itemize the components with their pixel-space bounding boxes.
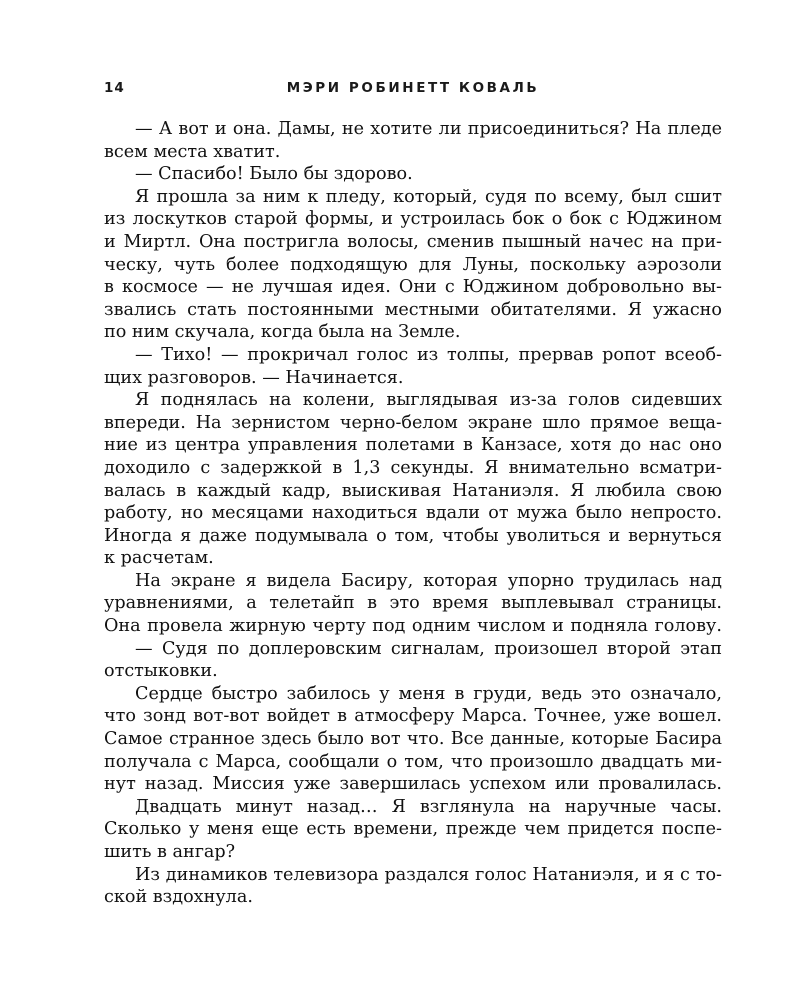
- text-line: и Миртл. Она постригла волосы, сменив пышный начес на при-: [104, 231, 722, 252]
- text-line: ческу, чуть более подходящую для Луны, поскольку аэрозоли: [104, 254, 722, 275]
- text-line: Сердце быстро забилось у меня в груди, ведь это означало,: [135, 683, 722, 704]
- text-line: Самое странное здесь было вот что. Все данные, которые Басира: [104, 729, 722, 750]
- body-text: [104, 118, 722, 909]
- text-line: Я поднялась на колени, выглядывая из-за голов сидевших: [135, 390, 722, 411]
- text-line: Я прошла за ним к пледу, который, судя по всему, был сшит: [135, 186, 722, 207]
- text-line: уравнениями, а телетайп в это время выплевывал страницы.: [104, 593, 722, 614]
- text-line: Из динамиков телевизора раздался голос Натаниэля, и я с то-: [135, 864, 722, 885]
- text-line: получала с Марса, сообщали о том, что произошло двадцать ми-: [104, 751, 722, 772]
- text-line: доходило с задержкой в 1,3 секунды. Я внимательно всматри-: [104, 457, 722, 478]
- text-line: работу, но месяцами находиться вдали от мужа было непросто.: [104, 503, 722, 524]
- text-line: валась в каждый кадр, выискивая Натаниэля. Я любила свою: [104, 480, 722, 501]
- running-title: МЭРИ РОБИНЕТТ КОВАЛЬ: [286, 80, 540, 96]
- text-line: Сколько у меня еще есть времени, прежде чем придется поспе-: [104, 819, 722, 840]
- text-line: щих разговоров. — Начинается.: [104, 367, 404, 388]
- text-line: — Спасибо! Было бы здорово.: [135, 164, 413, 185]
- text-line: нут назад. Миссия уже завершилась успехом или провалилась.: [104, 774, 722, 795]
- text-line: шить в ангар?: [104, 842, 236, 862]
- text-line: что зонд вот-вот войдет в атмосферу Марса. Точнее, уже вошел.: [104, 706, 722, 727]
- text-line: Двадцать минут назад… Я взглянула на наручные часы.: [135, 796, 722, 817]
- text-line: впереди. На зернистом черно-белом экране шло прямое веща-: [104, 412, 722, 433]
- text-line: по ним скучала, когда была на Земле.: [104, 322, 461, 343]
- text-line: — Тихо! — прокричал голос из толпы, прервав ропот всеоб-: [135, 344, 722, 365]
- text-line: ние из центра управления полетами в Канзасе, хотя до нас оно: [104, 435, 722, 456]
- text-line: — А вот и она. Дамы, не хотите ли присоединиться? На пледе: [135, 119, 722, 139]
- text-line: из лоскутков старой формы, и устроилась бок о бок с Юджином: [104, 209, 722, 230]
- text-line: Иногда я даже подумывала о том, чтобы уволиться и вернуться: [104, 525, 722, 546]
- text-line: всем места хватит.: [104, 141, 281, 162]
- text-line: отстыковки.: [104, 661, 218, 682]
- text-line: На экране я видела Басиру, которая упорно трудилась над: [135, 570, 722, 591]
- text-line: в космосе — не лучшая идея. Они с Юджином добровольно вы-: [104, 277, 722, 298]
- running-header: [104, 80, 722, 102]
- page-number: 14: [104, 80, 125, 96]
- text-line: звались стать постоянными местными обитателями. Я ужасно: [104, 299, 722, 320]
- text-line: — Судя по доплеровским сигналам, произошел второй этап: [135, 638, 722, 659]
- text-line: к расчетам.: [104, 548, 214, 569]
- text-line: ской вздохнула.: [104, 887, 253, 908]
- text-line: Она провела жирную черту под одним числом и подняла голову.: [104, 616, 722, 637]
